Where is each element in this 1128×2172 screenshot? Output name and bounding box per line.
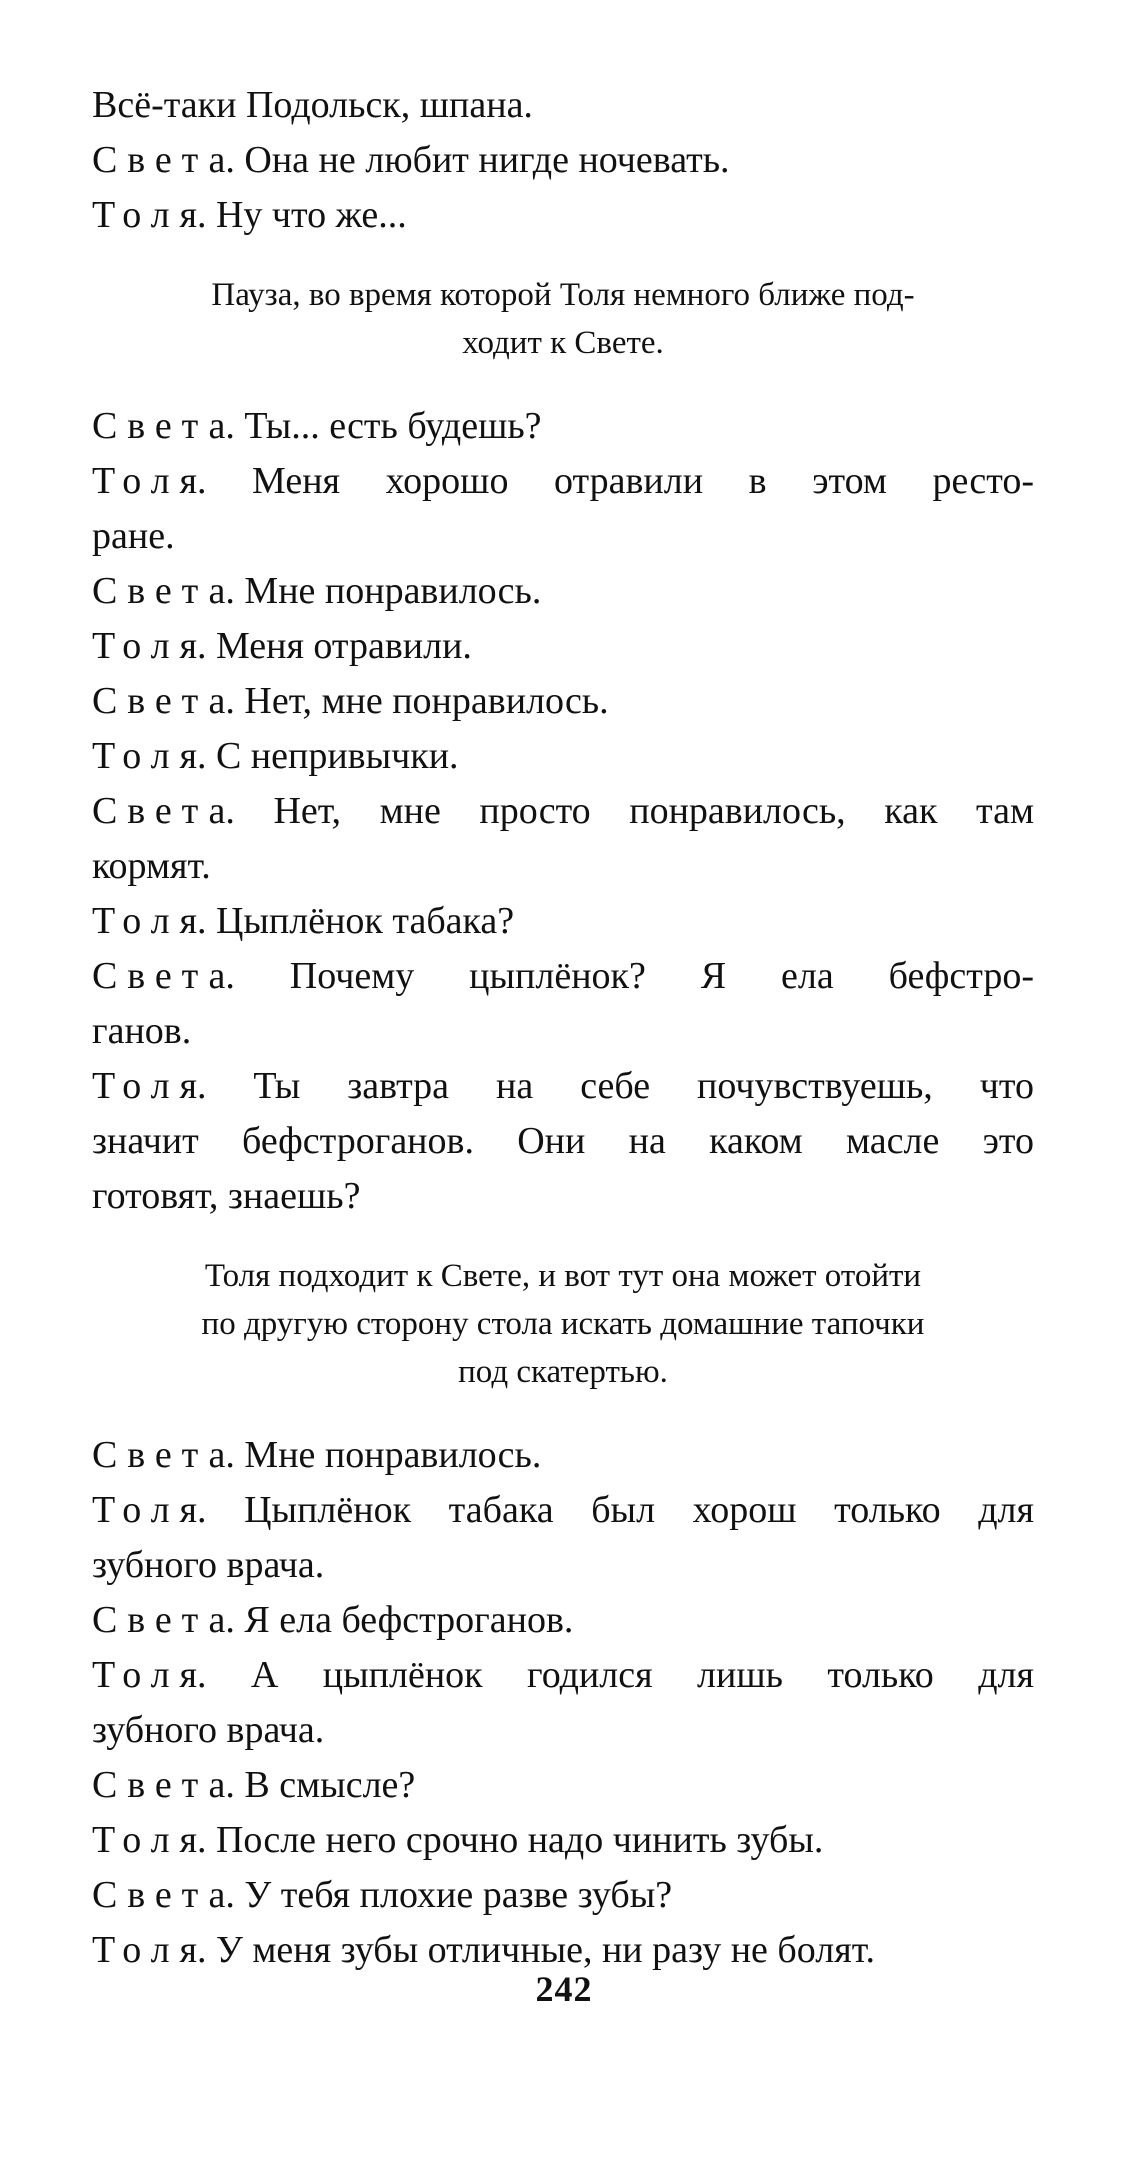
replica-line — [92, 1059, 1034, 1114]
replica-line — [92, 133, 1034, 188]
replica-text: зубного врача. — [92, 1544, 325, 1586]
replica-line — [92, 894, 1034, 949]
replica-line — [92, 1648, 1034, 1703]
replica — [92, 1428, 1034, 1483]
replica-text: зубного врача. — [92, 1709, 325, 1751]
speaker-name: Толя — [92, 1065, 207, 1107]
replica-line — [92, 188, 1034, 243]
stage-direction-2 — [92, 1252, 1034, 1396]
replica-line — [92, 784, 1034, 839]
replica-text: . Меня отравили. — [196, 625, 472, 667]
dialogue-block-3 — [92, 1428, 1034, 1978]
replica — [92, 674, 1034, 729]
replica-text: готовят, знаешь? — [92, 1175, 361, 1217]
dialogue-block-1 — [92, 133, 1034, 243]
speaker-name: Света — [92, 570, 236, 612]
replica-line — [92, 949, 1034, 1004]
replica-continuation — [92, 1169, 1034, 1224]
replica — [92, 1813, 1034, 1868]
speaker-name: Света — [92, 1764, 236, 1806]
replica — [92, 188, 1034, 243]
replica-line — [92, 619, 1034, 674]
speaker-name: Толя — [92, 1489, 207, 1531]
replica-line — [92, 564, 1034, 619]
replica-continuation — [92, 1004, 1034, 1059]
replica-text: ганов. — [92, 1010, 192, 1052]
replica-line — [92, 1593, 1034, 1648]
replica-continuation — [92, 509, 1034, 564]
replica-line — [92, 1813, 1034, 1868]
replica — [92, 1593, 1034, 1648]
stage-direction-1 — [92, 271, 1034, 367]
replica-line — [92, 1428, 1034, 1483]
replica-continuation — [92, 1538, 1034, 1593]
speaker-name: Света — [92, 1599, 236, 1641]
replica — [92, 729, 1034, 784]
replica — [92, 784, 1034, 894]
replica-line — [92, 674, 1034, 729]
replica — [92, 564, 1034, 619]
replica-line — [92, 1758, 1034, 1813]
speaker-name: Света — [92, 680, 236, 722]
replica-text: значит бефстроганов. Они на каком масле это — [92, 1120, 1034, 1162]
replica — [92, 133, 1034, 188]
replica-continuation — [92, 839, 1034, 894]
replica-continuation — [92, 1703, 1034, 1758]
replica — [92, 454, 1034, 564]
stage-direction-line: Толя подходит к Свете, и вот тут она может отойти — [204, 1258, 922, 1294]
replica-text: . Нет, мне просто понравилось, как там — [225, 790, 1034, 832]
replica — [92, 399, 1034, 454]
replica-text: . У тебя плохие разве зубы? — [225, 1874, 673, 1916]
replica-text: . После него срочно надо чинить зубы. — [196, 1819, 824, 1861]
replica-line — [92, 1868, 1034, 1923]
speaker-name: Толя — [92, 900, 207, 942]
replica-text: . Ты завтра на себе почувствуешь, что — [196, 1065, 1034, 1107]
replica-text: . Ты... есть будешь? — [225, 405, 542, 447]
replica-text: . Почему цыплёнок? Я ела бефстро- — [225, 955, 1034, 997]
speaker-name: Света — [92, 790, 236, 832]
speaker-name: Толя — [92, 194, 207, 236]
replica-line — [92, 399, 1034, 454]
stage-direction-line: по другую сторону стола искать домашние тапочки — [201, 1306, 925, 1342]
replica-text: . Цыплёнок табака? — [196, 900, 515, 942]
replica-text: . Мне понравилось. — [225, 1434, 542, 1476]
replica-text: . Она не любит нигде ночевать. — [225, 139, 730, 181]
replica-text: . Цыплёнок табака был хорош только для — [196, 1489, 1034, 1531]
replica-continuation — [92, 1114, 1034, 1169]
replica — [92, 1483, 1034, 1593]
replica-line — [92, 1483, 1034, 1538]
replica — [92, 1059, 1034, 1224]
replica — [92, 949, 1034, 1059]
page-text — [92, 78, 1034, 1978]
replica-text: . А цыплёнок годился лишь только для — [196, 1654, 1034, 1696]
replica-text: . Меня хорошо отравили в этом ресто- — [196, 460, 1034, 502]
replica — [92, 1868, 1034, 1923]
speaker-name: Толя — [92, 625, 207, 667]
replica-line — [92, 729, 1034, 784]
speaker-name: Толя — [92, 1819, 207, 1861]
speaker-name: Толя — [92, 1654, 207, 1696]
replica-line — [92, 454, 1034, 509]
speaker-name: Толя — [92, 735, 207, 777]
stage-direction-line: Пауза, во время которой Толя немного ближе под- — [211, 277, 915, 313]
replica-text: кормят. — [92, 845, 211, 887]
replica-text: . Мне понравилось. — [225, 570, 542, 612]
replica — [92, 1648, 1034, 1758]
speaker-name: Толя — [92, 460, 207, 502]
intro-line: Всё-таки Подольск, шпана. — [92, 84, 533, 126]
stage-direction-line: под скатертью. — [458, 1354, 668, 1390]
speaker-name: Света — [92, 405, 236, 447]
speaker-name: Толя — [92, 1929, 207, 1971]
replica-text: . С непривычки. — [196, 735, 459, 777]
replica-text: . У меня зубы отличные, ни разу не болят. — [196, 1929, 875, 1971]
replica-text: . Я ела бефстроганов. — [225, 1599, 574, 1641]
replica — [92, 619, 1034, 674]
replica-text: . Ну что же... — [196, 194, 407, 236]
speaker-name: Света — [92, 1434, 236, 1476]
replica — [92, 894, 1034, 949]
replica-text: . В смысле? — [225, 1764, 416, 1806]
speaker-name: Света — [92, 139, 236, 181]
speaker-name: Света — [92, 1874, 236, 1916]
replica-text: ране. — [92, 515, 175, 557]
speaker-name: Света — [92, 955, 236, 997]
dialogue-block-2 — [92, 399, 1034, 1224]
page-number: 242 — [535, 1969, 593, 2009]
replica-text: . Нет, мне понравилось. — [225, 680, 609, 722]
stage-direction-line: ходит к Свете. — [462, 325, 664, 361]
replica — [92, 1758, 1034, 1813]
